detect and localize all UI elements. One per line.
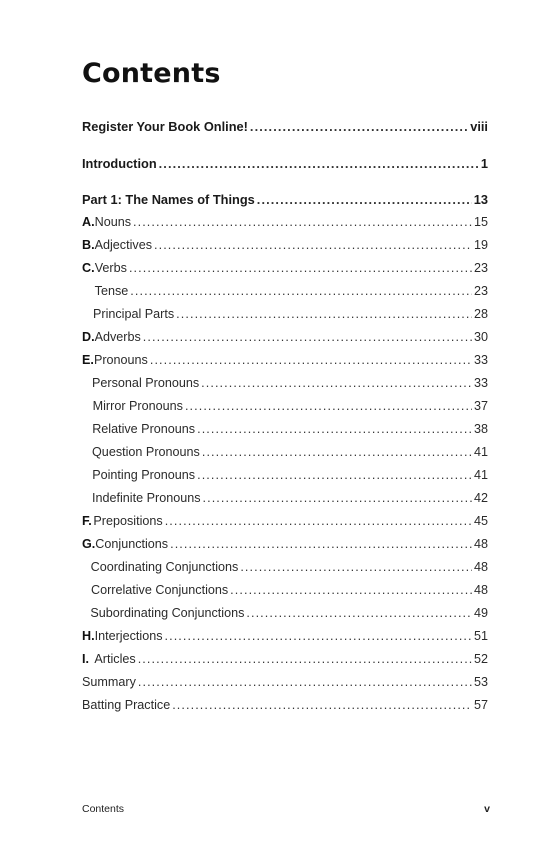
dot-leader <box>138 650 472 668</box>
toc-entry-page: 53 <box>473 675 488 689</box>
toc-entry <box>82 236 488 254</box>
toc-entry-label: Coordinating Conjunctions <box>90 560 239 574</box>
toc-entry-page: 33 <box>473 353 488 367</box>
toc-entry <box>82 443 488 461</box>
toc-entry-label: Prepositions <box>93 514 163 528</box>
toc-entry <box>82 420 488 438</box>
toc-entry-label: Principal Parts <box>92 307 175 321</box>
toc-entry-label: Pronouns <box>93 353 148 367</box>
toc-entry-label: Question Pronouns <box>92 445 200 459</box>
toc-entry-label: Conjunctions <box>95 537 169 551</box>
toc-entry-page: 57 <box>473 698 488 712</box>
toc-entry-letter: H. <box>82 629 95 643</box>
toc-entry-label: Verbs <box>94 261 127 275</box>
toc-entry-page: 38 <box>473 422 488 436</box>
toc-entry <box>82 191 488 209</box>
toc-entry <box>82 673 488 691</box>
dot-leader <box>240 558 472 576</box>
toc-entry <box>82 535 488 553</box>
toc-entry-page: 45 <box>473 514 488 528</box>
toc-entry-letter: A. <box>82 215 95 229</box>
toc-entry-page: 42 <box>473 491 488 505</box>
toc-entry-page: 33 <box>473 376 488 390</box>
dot-leader <box>257 191 472 209</box>
dot-leader <box>165 512 472 530</box>
toc-entry <box>82 155 488 173</box>
toc-entry <box>82 374 488 392</box>
toc-entry-letter: B. <box>82 238 95 252</box>
toc-entry-letter: I. <box>82 652 89 666</box>
toc-entry <box>82 305 488 323</box>
dot-leader <box>201 374 472 392</box>
footer-page-number: v <box>484 803 490 815</box>
toc-entry-page: viii <box>470 119 488 134</box>
dot-leader <box>138 673 472 691</box>
dot-leader <box>172 696 472 714</box>
toc-entry-label: Summary <box>82 675 136 689</box>
toc-entry-label: Part 1: The Names of Things <box>82 192 255 207</box>
toc-entry-label: Nouns <box>94 215 131 229</box>
dot-leader <box>165 627 472 645</box>
toc-entry <box>82 328 488 346</box>
toc-entry-label: Personal Pronouns <box>92 376 200 390</box>
toc-entry-letter: E. <box>82 353 94 367</box>
toc-entry <box>82 213 488 231</box>
toc-entry-page: 13 <box>473 192 488 207</box>
toc-entry <box>82 489 488 507</box>
toc-entry-page: 15 <box>473 215 488 229</box>
toc-entry <box>82 282 488 300</box>
toc-entry-label: Introduction <box>82 156 157 171</box>
toc-entry-page: 37 <box>473 399 488 413</box>
toc-entry-label: Adverbs <box>94 330 141 344</box>
page-title: Contents <box>82 58 221 89</box>
toc-entry-label: Relative Pronouns <box>92 422 196 436</box>
toc-entry <box>82 351 488 369</box>
dot-leader <box>230 581 472 599</box>
toc-entry <box>82 696 488 714</box>
dot-leader <box>246 604 472 622</box>
toc-entry-page: 1 <box>480 156 488 171</box>
toc-entry-page: 51 <box>473 629 488 643</box>
toc-entry-label: Indefinite Pronouns <box>91 491 201 505</box>
dot-leader <box>203 489 472 507</box>
toc-entry-page: 48 <box>473 537 488 551</box>
toc-entry-letter: G. <box>82 537 96 551</box>
dot-leader <box>150 351 472 369</box>
toc-entry <box>82 466 488 484</box>
toc-entry-letter: D. <box>82 330 95 344</box>
toc-entry <box>82 581 488 599</box>
dot-leader <box>170 535 472 553</box>
toc-entry <box>82 627 488 645</box>
toc-entry-label: Adjectives <box>94 238 152 252</box>
toc-entry-label: Register Your Book Online! <box>82 119 248 134</box>
footer-section-title: Contents <box>82 803 125 815</box>
toc-entry <box>82 604 488 622</box>
toc-entry-page: 48 <box>473 583 488 597</box>
toc-entry-page: 52 <box>473 652 488 666</box>
dot-leader <box>154 236 472 254</box>
toc-entry-label: Pointing Pronouns <box>92 468 196 482</box>
toc-entry-label: Subordinating Conjunctions <box>90 606 245 620</box>
dot-leader <box>197 420 472 438</box>
toc-entry-label: Tense <box>94 284 129 298</box>
toc-entry <box>82 512 488 530</box>
toc-entry-page: 49 <box>473 606 488 620</box>
toc-entry-page: 41 <box>473 445 488 459</box>
toc-entry <box>82 259 488 277</box>
toc-entry-label: Mirror Pronouns <box>92 399 183 413</box>
toc-entry <box>82 650 488 668</box>
toc-entry-page: 19 <box>473 238 488 252</box>
dot-leader <box>185 397 472 415</box>
toc-entry-label: Correlative Conjunctions <box>90 583 229 597</box>
toc-entry-page: 23 <box>473 284 488 298</box>
dot-leader <box>202 443 472 461</box>
toc-entry <box>82 558 488 576</box>
dot-leader <box>130 282 472 300</box>
toc-entry-page: 48 <box>473 560 488 574</box>
toc-entry <box>82 397 488 415</box>
dot-leader <box>133 213 472 231</box>
dot-leader <box>143 328 472 346</box>
toc-entry-label: Batting Practice <box>82 698 171 712</box>
toc-entry-letter: F. <box>82 514 92 528</box>
dot-leader <box>197 466 472 484</box>
dot-leader <box>129 259 472 277</box>
toc-entry-letter: C. <box>82 261 95 275</box>
toc-entry-page: 30 <box>473 330 488 344</box>
dot-leader <box>176 305 472 323</box>
toc-entry <box>82 118 488 136</box>
toc-entry-page: 41 <box>473 468 488 482</box>
toc-entry-label: Articles <box>94 652 136 666</box>
dot-leader <box>250 118 468 136</box>
toc-entry-label: Interjections <box>94 629 163 643</box>
dot-leader <box>159 155 479 173</box>
toc-entry-page: 23 <box>473 261 488 275</box>
toc-entry-page: 28 <box>473 307 488 321</box>
